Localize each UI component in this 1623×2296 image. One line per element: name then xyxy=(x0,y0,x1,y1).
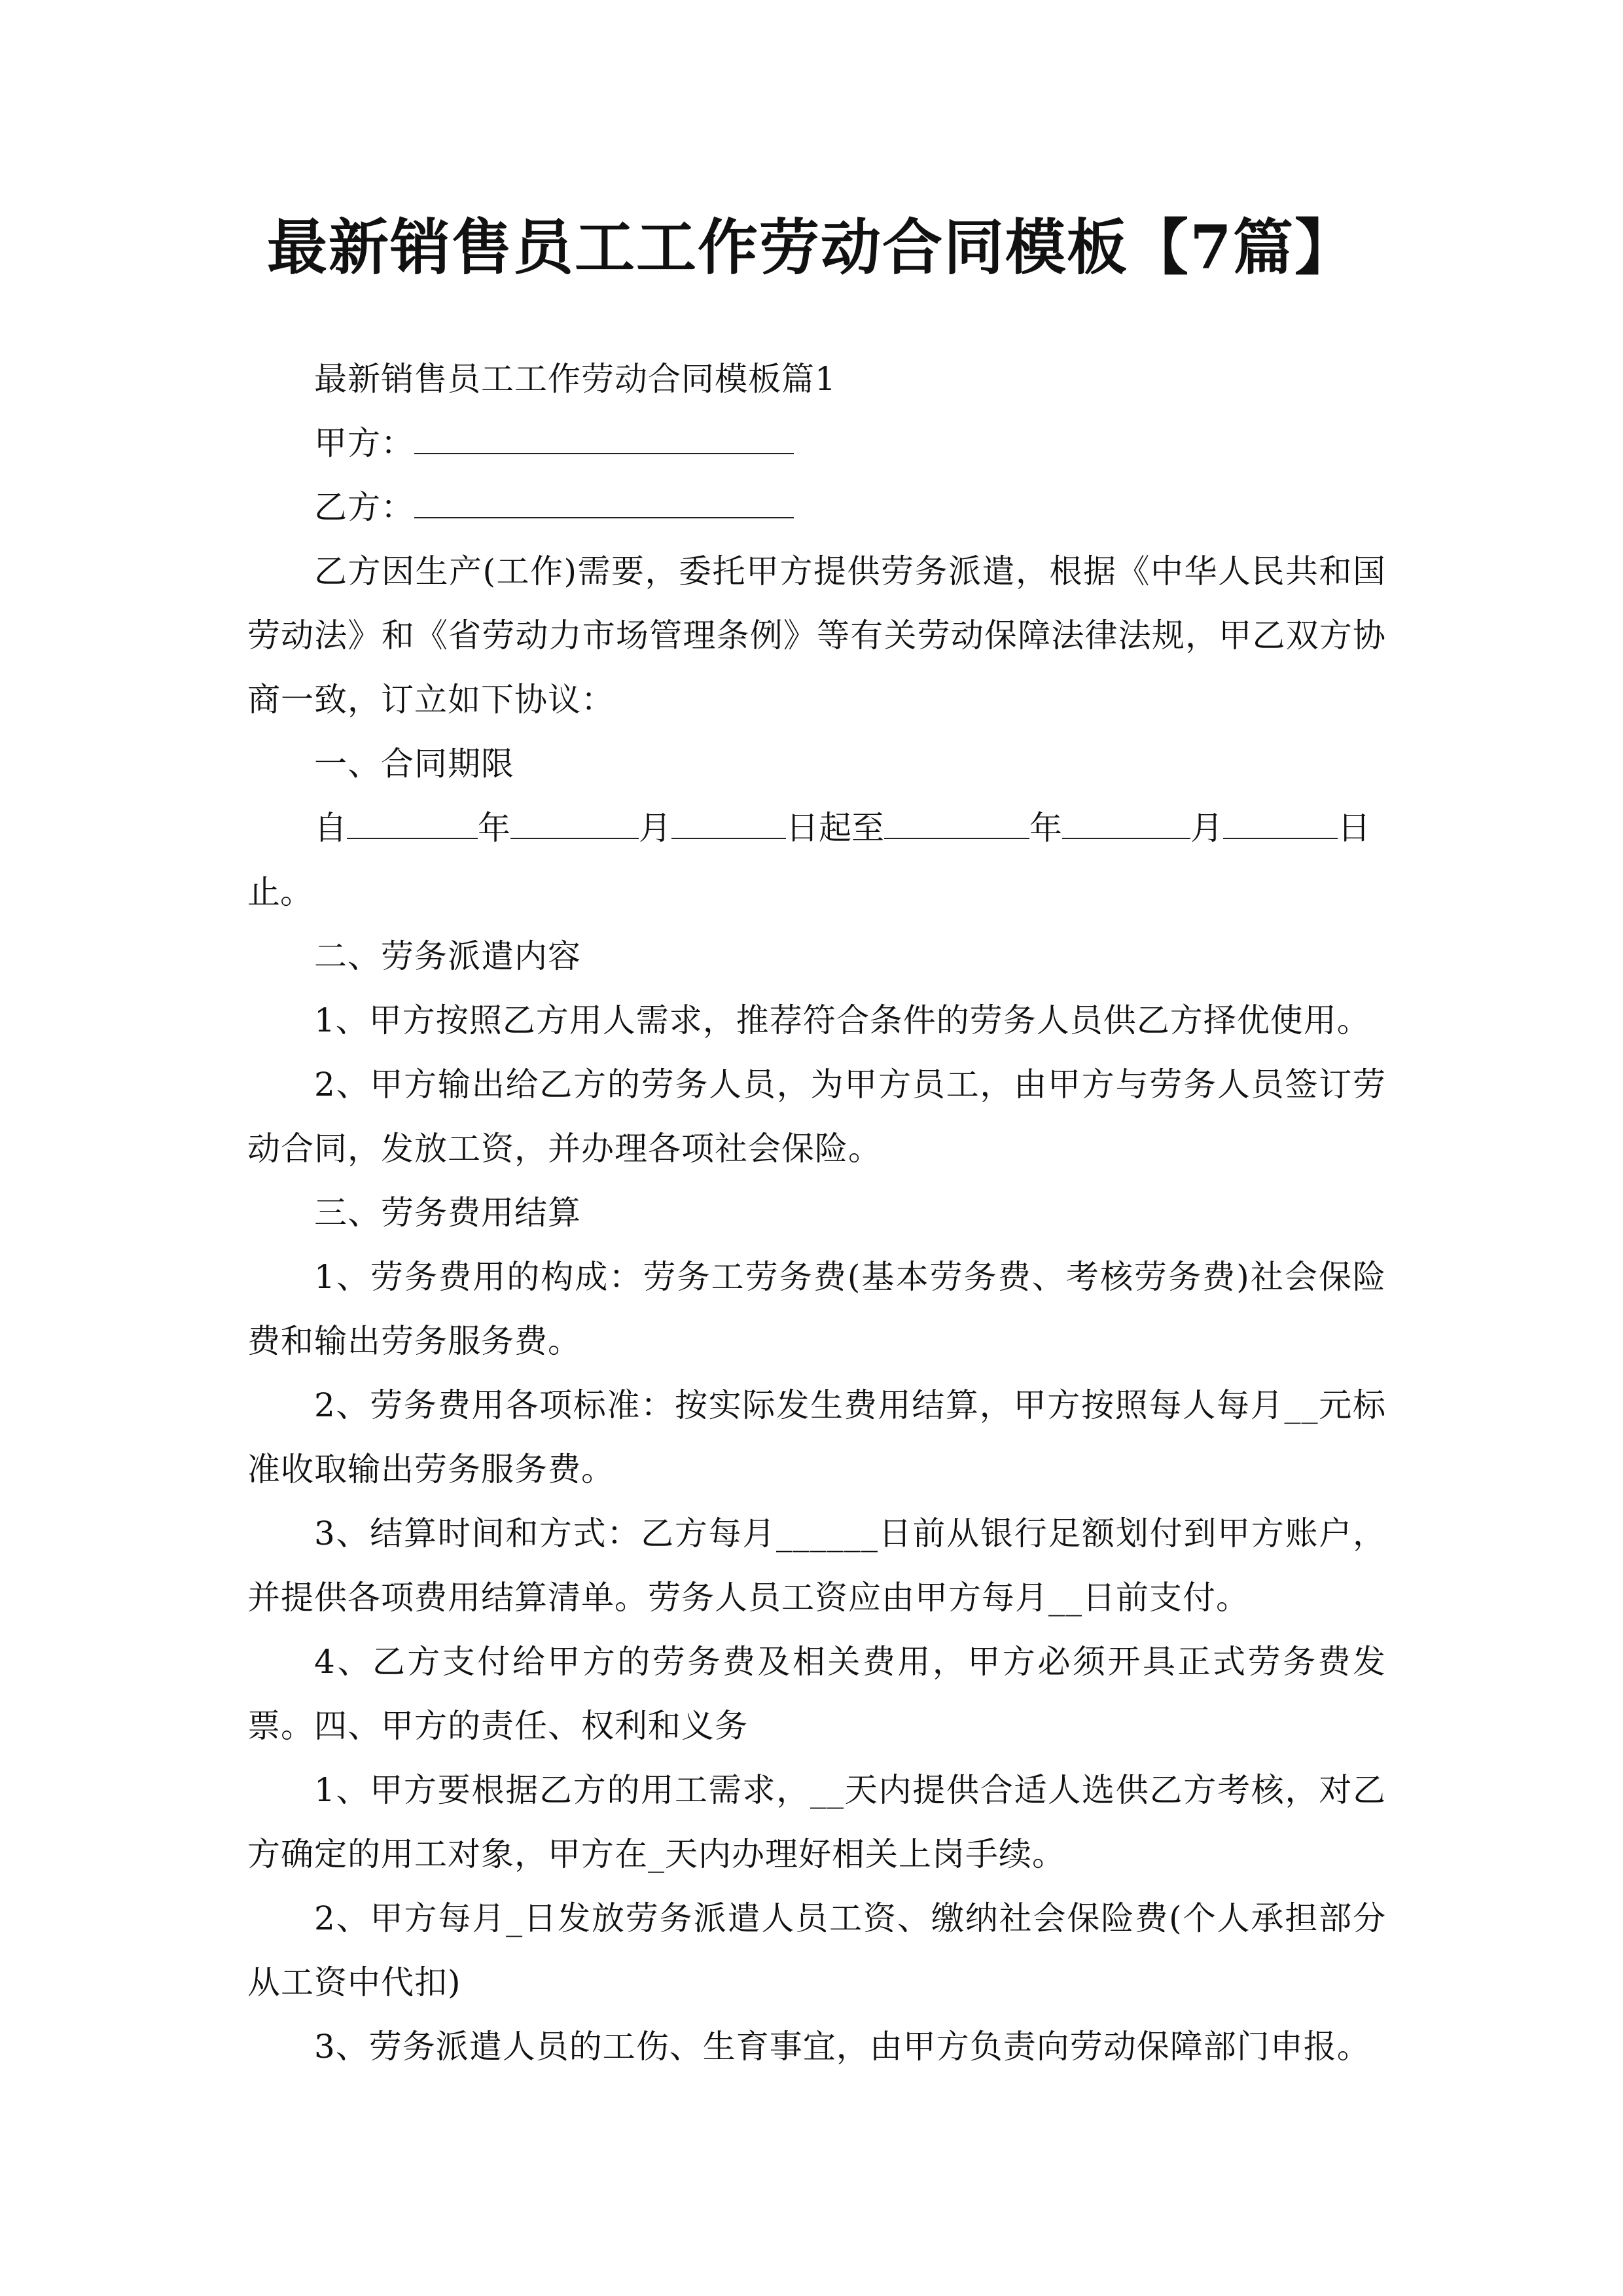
section4-item2: 2、甲方每月_日发放劳务派遣人员工资、缴纳社会保险费(个人承担部分从工资中代扣) xyxy=(247,1899,1386,2001)
contract-term-row xyxy=(314,796,1386,860)
term-day1-blank xyxy=(671,812,786,839)
section3-item1: 1、劳务费用的构成：劳务工劳务费(基本劳务费、考核劳务费)社会保险费和输出劳务服务费。 xyxy=(247,1258,1386,1360)
section2-heading: 二、劳务派遣内容 xyxy=(314,937,581,975)
term-month1-blank xyxy=(510,812,639,839)
party-a-blank xyxy=(414,427,794,454)
section4-item3: 3、劳务派遣人员的工伤、生育事宜，由甲方负责向劳动保障部门申报。 xyxy=(314,2028,1370,2066)
term-month2-blank xyxy=(1062,812,1190,839)
section3-item2: 2、劳务费用各项标准：按实际发生费用结算，甲方按照每人每月__元标准收取输出劳务服务费。 xyxy=(247,1386,1386,1488)
section3-item3: 3、结算时间和方式：乙方每月______日前从银行足额划付到甲方账户，并提供各项费用结算清单。劳务人员工资应由甲方每月__日前支付。 xyxy=(247,1515,1386,1617)
term-year1: 年 xyxy=(478,809,510,847)
term-year2: 年 xyxy=(1029,809,1062,847)
term-day-to: 日起至 xyxy=(786,809,884,847)
section2-item1: 1、甲方按照乙方用人需求，推荐符合条件的劳务人员供乙方择优使用。 xyxy=(314,1001,1370,1039)
section1-heading: 一、合同期限 xyxy=(314,745,514,783)
party-b-label: 乙方： xyxy=(314,488,414,526)
term-day2-blank xyxy=(1223,812,1338,839)
party-a-label: 甲方： xyxy=(314,424,414,462)
section4-heading: 四、甲方的责任、权利和义务 xyxy=(314,1707,748,1745)
contract-term-line xyxy=(247,796,1386,924)
term-from: 自 xyxy=(314,809,347,847)
term-month1: 月 xyxy=(639,809,671,847)
section-subtitle: 最新销售员工工作劳动合同模板篇1 xyxy=(314,360,836,398)
section4-item1: 1、甲方要根据乙方的用工需求，__天内提供合适人选供乙方考核，对乙方确定的用工对象，甲方在_天内办理好相关上岗手续。 xyxy=(247,1771,1386,1873)
section3-heading: 三、劳务费用结算 xyxy=(314,1194,581,1232)
term-end: 止。 xyxy=(247,873,313,911)
section3-item4: 4、乙方支付给甲方的劳务费及相关费用，甲方必须开具正式劳务费发票。 xyxy=(247,1643,1386,1745)
term-year2-blank xyxy=(884,812,1029,839)
intro-paragraph: 乙方因生产(工作)需要，委托甲方提供劳务派遣，根据《中华人民共和国劳动法》和《省劳动力市场管理条例》等有关劳动保障法律法规，甲乙双方协商一致，订立如下协议： xyxy=(247,552,1386,719)
term-month2: 月 xyxy=(1190,809,1223,847)
party-b-blank xyxy=(414,491,794,518)
party-a-line xyxy=(247,411,1386,475)
section2-item2: 2、甲方输出给乙方的劳务人员，为甲方员工，由甲方与劳务人员签订劳动合同，发放工资，并办理各项社会保险。 xyxy=(247,1066,1386,1168)
party-b-line xyxy=(247,475,1386,539)
document-title: 最新销售员工工作劳动合同模板【7篇】 xyxy=(266,212,1356,283)
term-day-end: 日 xyxy=(1338,809,1370,847)
term-year1-blank xyxy=(347,812,478,839)
